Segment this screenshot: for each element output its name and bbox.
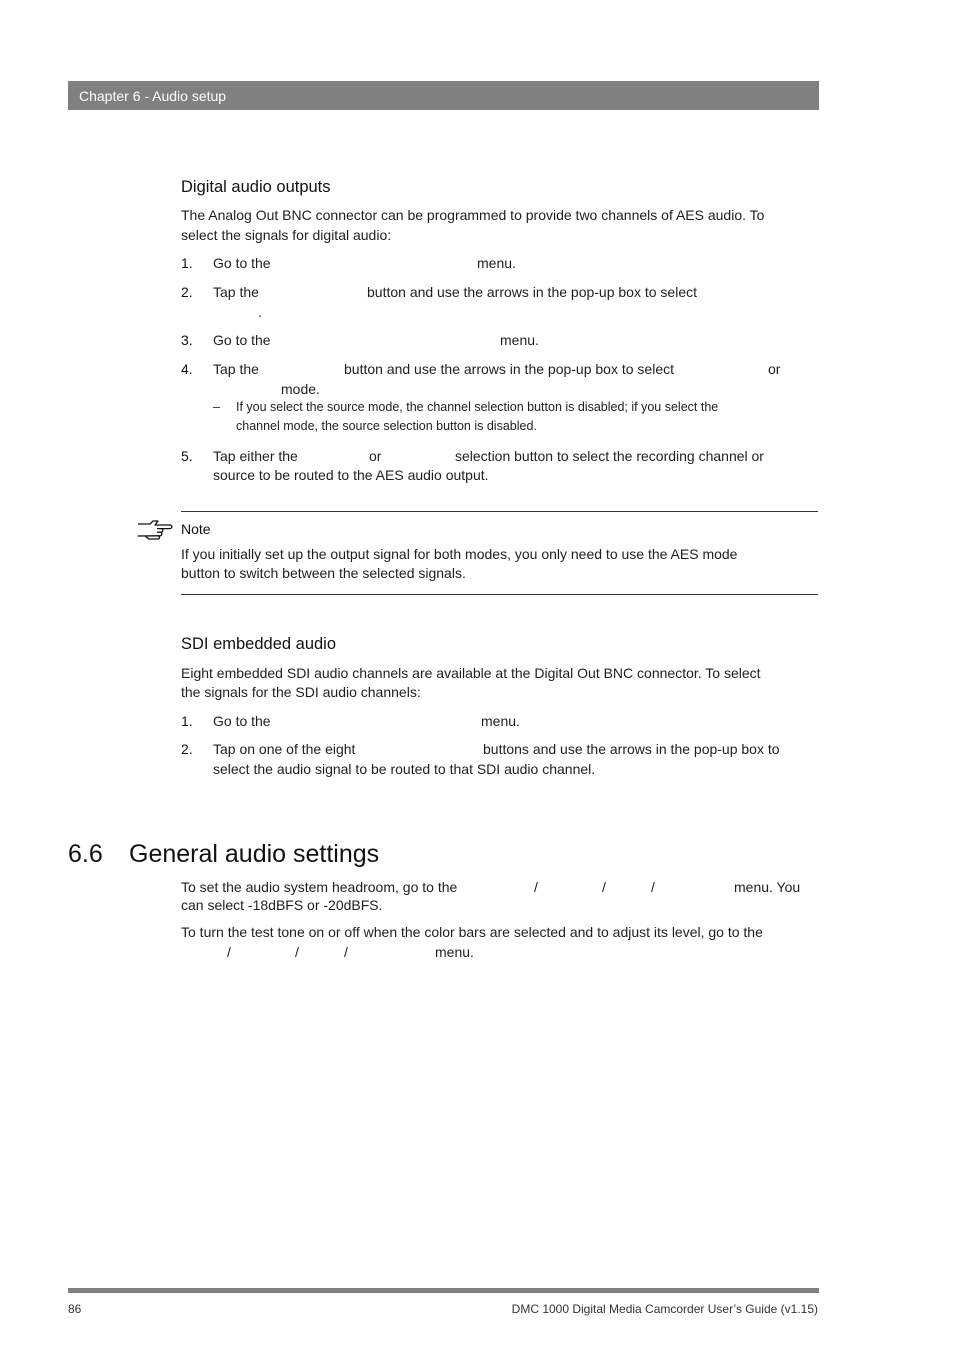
footer-bar [68, 1288, 819, 1293]
step-text: Tap the [213, 361, 259, 377]
menu-path-separator: / [602, 879, 606, 895]
step-text: menu. [481, 713, 520, 729]
step-text: button and use the arrows in the pop-up box to select [367, 284, 697, 300]
sub-bullet-line-2: channel mode, the source selection button is disabled. [236, 419, 537, 433]
step-number: 4. [181, 361, 193, 377]
step-text: source to be routed to the AES audio output. [213, 467, 489, 483]
step-text: menu. [500, 332, 539, 348]
note-bottom-rule [181, 594, 818, 595]
step-text: selection button to select the recording channel or [455, 448, 764, 464]
page-number: 86 [68, 1302, 82, 1316]
menu-path-separator: / [227, 944, 231, 960]
step-text: menu. [477, 255, 516, 271]
step-text: select the audio signal to be routed to that SDI audio channel. [213, 761, 596, 777]
step-text: buttons and use the arrows in the pop-up box to [483, 741, 780, 757]
step-text: Tap on one of the eight [213, 741, 356, 757]
step-number: 2. [181, 741, 193, 757]
digital-intro-line-2: select the signals for digital audio: [181, 227, 392, 243]
sub-bullet-dash: – [213, 400, 220, 414]
general-para-2-text: menu. [435, 944, 474, 960]
note-top-rule [181, 511, 818, 512]
section-title: General audio settings [129, 840, 380, 868]
step-text: or [369, 448, 382, 464]
menu-path-separator: / [344, 944, 348, 960]
step-text: Go to the [213, 255, 271, 271]
sub-bullet-line-1: If you select the source mode, the channel selection button is disabled; if you select the [236, 400, 719, 414]
document-title: DMC 1000 Digital Media Camcorder User’s Guide (v1.15) [511, 1302, 818, 1316]
step-text: button and use the arrows in the pop-up box to select [344, 361, 674, 377]
chapter-title: Chapter 6 - Audio setup [79, 88, 227, 104]
menu-path-separator: / [651, 879, 655, 895]
note-line-1: If you initially set up the output signal for both modes, you only need to use the AES mode [181, 546, 738, 562]
sdi-intro-line-2: the signals for the SDI audio channels: [181, 684, 421, 700]
note-line-2: button to switch between the selected signals. [181, 565, 466, 581]
step-number: 2. [181, 284, 193, 300]
step-text: Go to the [213, 713, 271, 729]
step-text: Go to the [213, 332, 271, 348]
step-number: 5. [181, 448, 193, 464]
menu-path-separator: / [534, 879, 538, 895]
digital-intro-line-1: The Analog Out BNC connector can be programmed to provide two channels of AES audio. To [181, 207, 765, 223]
section-heading-digital-audio: Digital audio outputs [181, 178, 331, 196]
general-para-1-text: menu. You [734, 879, 801, 895]
section-number: 6.6 [68, 840, 103, 868]
sdi-intro-line-1: Eight embedded SDI audio channels are available at the Digital Out BNC connector. To select [181, 665, 761, 681]
step-text: mode. [281, 381, 320, 397]
step-text: Tap the [213, 284, 259, 300]
chapter-header-bar [68, 81, 819, 110]
pointing-hand-icon [136, 518, 174, 540]
general-para-2-text: To turn the test tone on or off when the color bars are selected and to adjust its level, go to the [181, 924, 763, 940]
step-number: 1. [181, 713, 193, 729]
step-number: 1. [181, 255, 193, 271]
general-para-1-text: can select -18dBFS or -20dBFS. [181, 897, 383, 913]
step-text: . [258, 304, 262, 320]
menu-path-separator: / [295, 944, 299, 960]
step-text: or [768, 361, 781, 377]
step-number: 3. [181, 332, 193, 348]
step-text: Tap either the [213, 448, 298, 464]
note-title: Note [181, 521, 211, 537]
general-para-1-text: To set the audio system headroom, go to the [181, 879, 458, 895]
section-heading-sdi-audio: SDI embedded audio [181, 635, 337, 653]
